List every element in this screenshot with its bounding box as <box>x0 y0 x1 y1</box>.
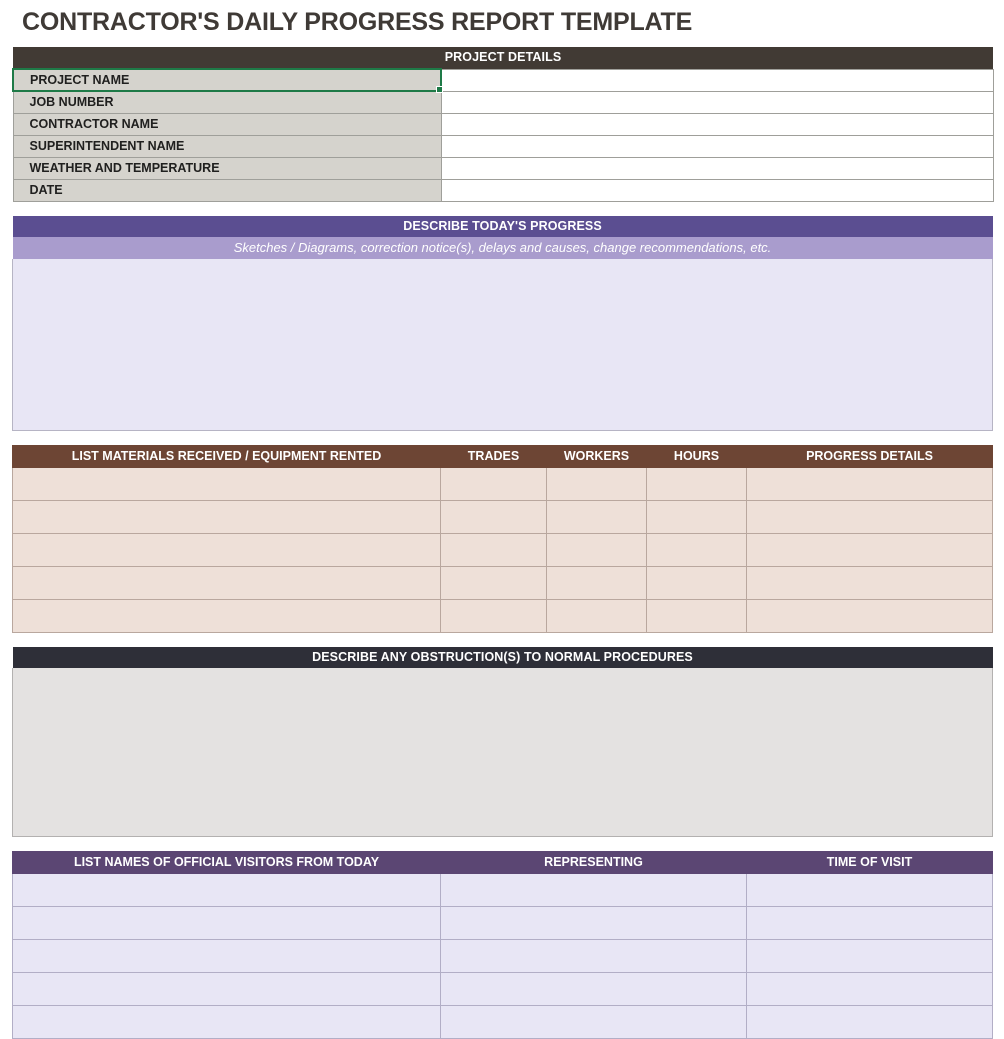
materials-column-workers: WORKERS <box>547 446 647 468</box>
table-cell[interactable] <box>13 468 441 501</box>
contractor-name-input[interactable] <box>441 113 993 135</box>
table-cell[interactable] <box>13 501 441 534</box>
table-row <box>13 91 993 113</box>
progress-textarea[interactable] <box>13 259 993 431</box>
table-row <box>13 668 993 836</box>
weather-temperature-input[interactable] <box>441 157 993 179</box>
table-header-row <box>13 851 993 873</box>
table-row <box>13 1005 993 1038</box>
table-cell[interactable] <box>547 468 647 501</box>
table-cell[interactable] <box>13 534 441 567</box>
materials-column-trades: TRADES <box>441 446 547 468</box>
table-cell[interactable] <box>441 972 747 1005</box>
table-row <box>13 135 993 157</box>
table-cell[interactable] <box>747 600 993 633</box>
table-cell[interactable] <box>13 1005 441 1038</box>
visitors-table <box>12 851 993 1039</box>
materials-column-hours: HOURS <box>647 446 747 468</box>
table-cell[interactable] <box>747 939 993 972</box>
table-cell[interactable] <box>13 939 441 972</box>
date-input[interactable] <box>441 179 993 201</box>
table-row <box>13 179 993 201</box>
job-number-label[interactable]: JOB NUMBER <box>13 91 441 113</box>
project-name-label[interactable]: PROJECT NAME <box>13 69 441 91</box>
table-row <box>13 647 993 668</box>
materials-table <box>12 445 993 633</box>
table-row <box>13 259 993 431</box>
job-number-input[interactable] <box>441 91 993 113</box>
table-cell[interactable] <box>647 567 747 600</box>
table-row <box>13 534 993 567</box>
table-row <box>13 600 993 633</box>
table-row <box>13 113 993 135</box>
table-cell[interactable] <box>647 501 747 534</box>
table-cell[interactable] <box>647 600 747 633</box>
table-cell[interactable] <box>441 906 747 939</box>
table-cell[interactable] <box>441 567 547 600</box>
table-row <box>13 501 993 534</box>
table-cell[interactable] <box>13 600 441 633</box>
table-row <box>13 468 993 501</box>
table-cell[interactable] <box>747 501 993 534</box>
table-cell[interactable] <box>441 873 747 906</box>
progress-subheader: Sketches / Diagrams, correction notice(s), delays and causes, change recommendations, etc. <box>13 237 993 259</box>
table-cell[interactable] <box>547 534 647 567</box>
table-row <box>13 157 993 179</box>
table-cell[interactable] <box>547 567 647 600</box>
table-row <box>13 216 993 237</box>
table-row <box>13 939 993 972</box>
table-cell[interactable] <box>441 534 547 567</box>
table-row <box>13 567 993 600</box>
superintendent-name-input[interactable] <box>441 135 993 157</box>
weather-temperature-label[interactable]: WEATHER AND TEMPERATURE <box>13 157 441 179</box>
table-row <box>13 873 993 906</box>
table-cell[interactable] <box>747 873 993 906</box>
obstructions-textarea[interactable] <box>13 668 993 836</box>
table-cell[interactable] <box>13 567 441 600</box>
table-cell[interactable] <box>13 873 441 906</box>
table-row <box>13 47 993 69</box>
visitors-column-time-of-visit: TIME OF VISIT <box>747 851 993 873</box>
project-name-input[interactable] <box>441 69 993 91</box>
superintendent-name-label[interactable]: SUPERINTENDENT NAME <box>13 135 441 157</box>
table-cell[interactable] <box>747 468 993 501</box>
table-cell[interactable] <box>441 468 547 501</box>
table-cell[interactable] <box>441 939 747 972</box>
table-row <box>13 69 993 91</box>
table-cell[interactable] <box>747 1005 993 1038</box>
table-cell[interactable] <box>547 501 647 534</box>
table-row <box>13 237 993 259</box>
obstructions-header: DESCRIBE ANY OBSTRUCTION(S) TO NORMAL PROCEDURES <box>13 647 993 668</box>
table-cell[interactable] <box>747 567 993 600</box>
table-cell[interactable] <box>441 1005 747 1038</box>
table-cell[interactable] <box>747 972 993 1005</box>
table-cell[interactable] <box>441 501 547 534</box>
date-label[interactable]: DATE <box>13 179 441 201</box>
table-cell[interactable] <box>647 534 747 567</box>
table-cell[interactable] <box>547 600 647 633</box>
materials-column-progress-details: PROGRESS DETAILS <box>747 446 993 468</box>
table-cell[interactable] <box>13 906 441 939</box>
table-cell[interactable] <box>441 600 547 633</box>
progress-table <box>12 216 993 432</box>
obstructions-table <box>12 647 993 837</box>
table-cell[interactable] <box>747 534 993 567</box>
table-row <box>13 972 993 1005</box>
progress-header: DESCRIBE TODAY'S PROGRESS <box>13 216 993 237</box>
contractor-name-label[interactable]: CONTRACTOR NAME <box>13 113 441 135</box>
table-cell[interactable] <box>647 468 747 501</box>
visitors-column-names: LIST NAMES OF OFFICIAL VISITORS FROM TODAY <box>13 851 441 873</box>
table-row <box>13 906 993 939</box>
project-details-table <box>12 47 994 202</box>
project-details-header: PROJECT DETAILS <box>13 47 993 69</box>
page-title: CONTRACTOR'S DAILY PROGRESS REPORT TEMPLATE <box>22 8 693 36</box>
materials-column-materials: LIST MATERIALS RECEIVED / EQUIPMENT RENTED <box>13 446 441 468</box>
table-header-row <box>13 446 993 468</box>
table-cell[interactable] <box>747 906 993 939</box>
visitors-column-representing: REPRESENTING <box>441 851 747 873</box>
table-cell[interactable] <box>13 972 441 1005</box>
